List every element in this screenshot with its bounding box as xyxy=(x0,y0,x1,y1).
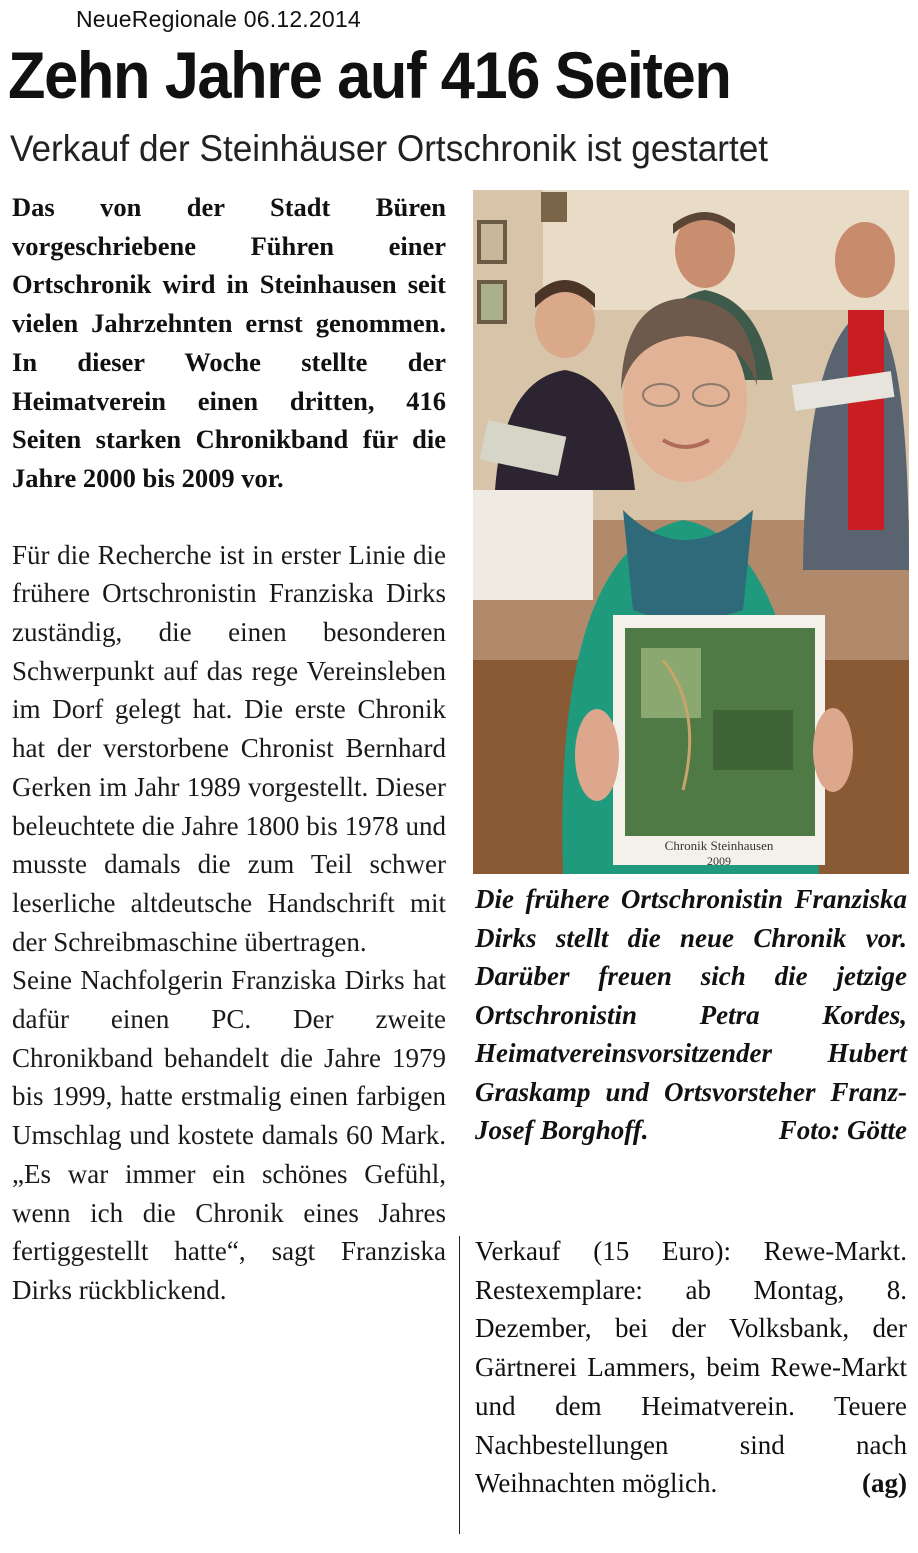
author-initials: (ag) xyxy=(862,1468,907,1499)
body-text xyxy=(12,536,446,1310)
book-cover-title: Chronik Steinhausen xyxy=(664,838,774,853)
sales-info-text: Verkauf (15 Euro): Rewe-Markt. Restexemplare: ab Montag, 8. Dezember, bei der Volksbank, der Gärtnerei Lammers, beim Rewe-Markt und dem Heimatverein. Teuere Nachbestellungen sind nach Weihnachten möglich. xyxy=(475,1236,907,1499)
photo-caption xyxy=(475,880,907,1150)
photo-illustration xyxy=(473,190,909,874)
lead-paragraph: Das von der Stadt Büren vorgeschriebene Führen einer Ortschronik wird in Steinhausen seit vielen Jahrzehnten ernst genommen. In dieser Woche stellte der Heimatverein einen dritten, 416 Seiten starken Chronikband für die Jahre 2000 bis 2009 vor. xyxy=(12,192,446,493)
source-line: NeueRegionale 06.12.2014 xyxy=(76,6,361,32)
subheadline: Verkauf der Steinhäuser Ortschronik ist gestartet xyxy=(10,128,769,169)
body-paragraph-2: Seine Nachfolgerin Franziska Dirks hat dafür einen PC. Der zweite Chronikband behandelt die Jahre 1979 bis 1999, hatte erstmalig einen farbigen Umschlag und kostete damals 60 Mark. „Es war immer ein schönes Gefühl, wenn ich die Chronik eines Jahres fertiggestellt hatte“, sagt Franziska Dirks rückblickend. xyxy=(12,965,446,1305)
left-column xyxy=(12,188,446,1310)
column-divider xyxy=(459,1236,460,1534)
book-cover-year: 2009 xyxy=(707,854,731,868)
photo-credit: Foto: Götte xyxy=(778,1115,907,1145)
article-photo xyxy=(473,190,909,874)
sales-info xyxy=(475,1232,907,1503)
headline: Zehn Jahre auf 416 Seiten xyxy=(8,38,731,112)
caption-text: Die frühere Ortschronistin Franziska Dirks stellt die neue Chronik vor. Darüber freuen sich die jetzige Ortschronistin Petra Kordes, Heimatvereinsvorsitzender Hubert Graskamp und Ortsvorsteher Franz-Josef Borghoff. xyxy=(475,884,907,1145)
body-paragraph-1: Für die Recherche ist in erster Linie die frühere Ortschronistin Franziska Dirks zuständig, die einen besonderen Schwerpunkt auf das rege Vereinsleben im Dorf gelegt hat. Die erste Chronik hat der verstorbene Chronist Bernhard Gerken im Jahr 1989 vorgestellt. Dieser beleuchtete die Jahre 1800 bis 1978 und musste damals die zum Teil schwer leserliche altdeutsche Handschrift mit der Schreibmaschine übertragen. xyxy=(12,539,446,957)
